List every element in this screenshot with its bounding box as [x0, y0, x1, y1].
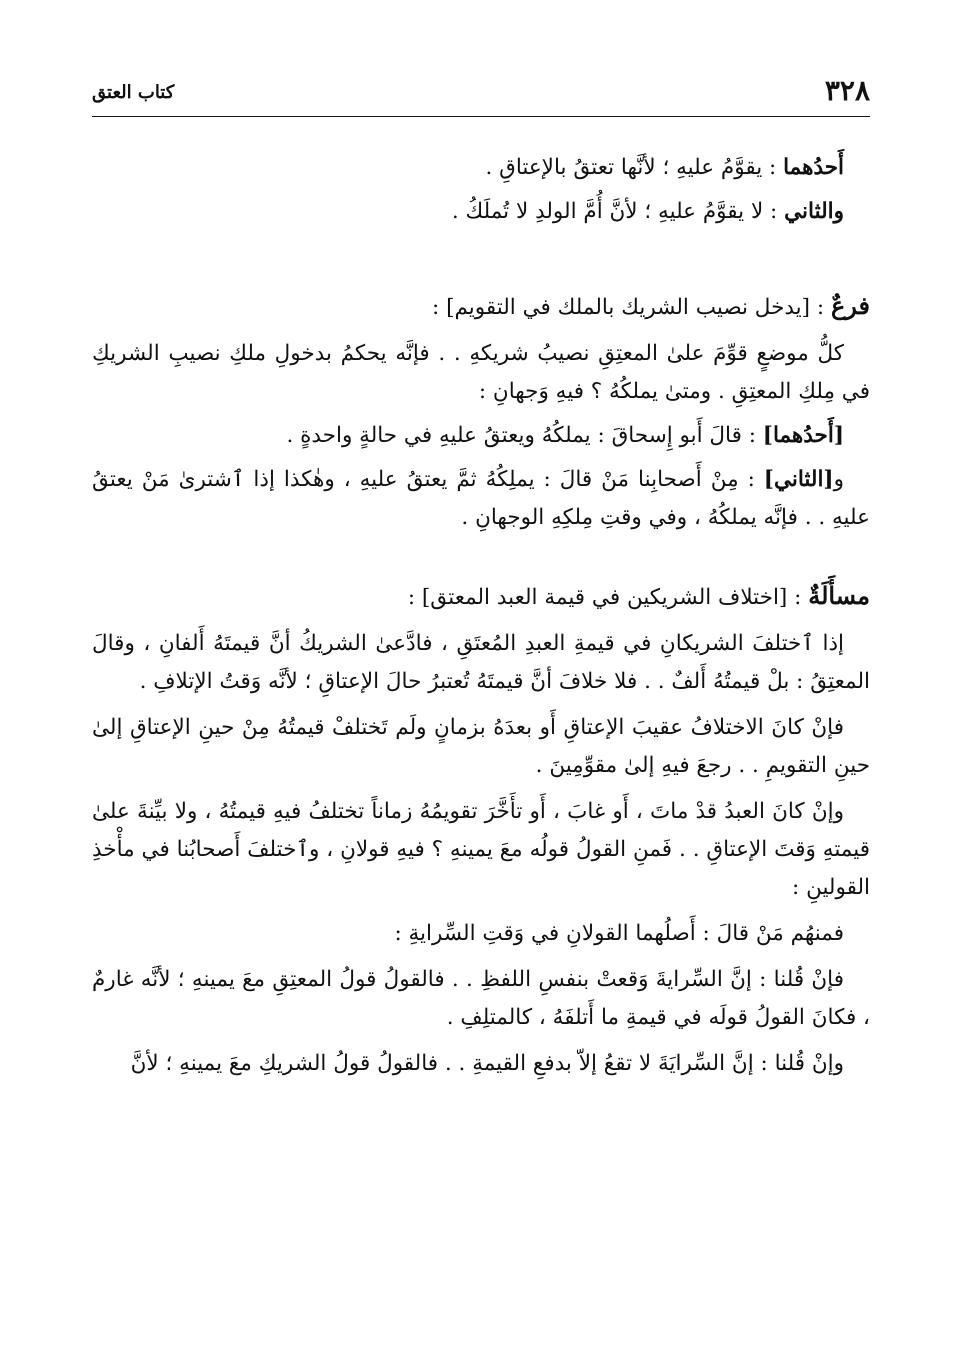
- opinion-second-text: : لا يقوَّمُ عليهِ ؛ لأنَّ أُمَّ الولدِ لا تُملَكُ .: [451, 199, 785, 224]
- masala-paragraph-3: وإنْ كانَ العبدُ قدْ ماتَ ، أَو غابَ ، أَو تأَخَّرَ تقويمُهُ زماناً تختلفُ فيهِ قيمتُهُ ، ولا بيِّنةَ علىٰ قيمتهِ وَقتَ الإعتاقِ . . فَمنِ القولُ قولُه معَ يمينهِ ؟ فيهِ قولانِ ، وٱختلفَ أَصحابُنا في مأْخذِ القولينِ :: [92, 799, 870, 900]
- masala-paragraph-5: فإنْ قُلنا : إنَّ السِّرايةَ وَقعتْ بنفسِ اللفظِ . . فالقولُ قولُ المعتِقِ معَ يمينهِ ؛ لأنَّه غارمٌ ، فكانَ القولُ قولَه في قيمةِ ما أَتلفَهُ ، كالمتلِفِ .: [92, 967, 870, 1030]
- masala-title: : [اختلاف الشريكين في قيمة العبد المعتق] :: [407, 585, 809, 610]
- masala-heading: [92, 577, 870, 617]
- far-label: فرعٌ: [830, 291, 870, 320]
- opinion-first-text: : يقوَّمُ عليهِ ؛ لأنَّها تعتقُ بالإعتاقِ .: [485, 155, 784, 180]
- far-paragraph-2: [92, 417, 870, 455]
- opinion-second: [92, 193, 870, 231]
- far-p2-label: [أَحدُهما]: [762, 423, 844, 448]
- masala-label: مسأَلَةٌ: [808, 581, 870, 610]
- far-p3-label: [الثاني]: [763, 467, 834, 492]
- book-title: كتاب العتق: [92, 82, 175, 103]
- far-heading: [92, 287, 870, 327]
- masala-paragraph-1: إذا ٱختلفَ الشريكانِ في قيمةِ العبدِ المُعتَقِ ، فادَّعىٰ الشريكُ أنَّ قيمتَهُ أَلفانِ ، وقالَ المعتِقُ : بلْ قيمتُهُ أَلفٌ . . فلا خلافَ أنَّ قيمتَهُ تُعتبرُ حالَ الإعتاقِ ؛ لأنَّه وَقتُ الإتلافِ .: [92, 631, 870, 694]
- page-number: ٣٢٨: [824, 74, 870, 107]
- masala-paragraph-4: فمنهُم مَنْ قالَ : أَصلُهما القولانِ في وَقتِ السِّرايةِ :: [394, 921, 844, 946]
- far-paragraph-1: كلُّ موضعٍ قوِّمَ علىٰ المعتِقِ نصيبُ شريكهِ . . فإنَّه يحكمُ بدخولِ ملكِ نصيبِ الشريكِ في مِلكِ المعتِقِ . ومتىٰ يملكُهُ ؟ فيهِ وَجهانِ :: [92, 341, 870, 404]
- masala-paragraph-2: فإنْ كانَ الاختلافُ عقيبَ الإعتاقِ أَو بعدَهُ بزمانٍ ولَم تَختلفْ قيمتُهُ مِنْ حينِ الإعتاقِ إلىٰ حينِ التقويمِ . . رجعَ فيهِ إلىٰ مقوِّمِينَ .: [92, 715, 870, 778]
- far-p2-text: : قالَ أَبو إِسحاقَ : يملكُهُ ويعتقُ عليهِ في حالةٍ واحدةٍ .: [286, 423, 763, 448]
- opinion-first: [92, 149, 870, 187]
- document-page: [92, 70, 870, 1083]
- opinion-second-label: والثاني: [784, 199, 844, 224]
- masala-paragraph-6: وإنْ قُلنا : إنَّ السِّرايَةَ لا تقعُ إلاّ بدفعِ القيمةِ . . فالقولُ قولُ الشريكِ معَ يمينهِ ؛ لأنَّ: [130, 1051, 844, 1076]
- far-p3-prefix: و: [833, 467, 844, 492]
- opinion-first-label: أَحدُهما: [783, 155, 844, 180]
- far-title: : [يدخل نصيب الشريك بالملك في التقويم] :: [432, 295, 831, 320]
- far-paragraph-3: [92, 461, 870, 537]
- page-header: [92, 70, 870, 117]
- far-p3-text: : مِنْ أَصحابِنا مَنْ قالَ : يملِكُهُ ثمَّ يعتقُ عليهِ ، وهٰكذا إذا ٱشترىٰ مَنْ يعتقُ عليهِ . . فإنَّه يملكُهُ ، وفي وقتِ مِلكِهِ الوجهانِ .: [92, 467, 870, 530]
